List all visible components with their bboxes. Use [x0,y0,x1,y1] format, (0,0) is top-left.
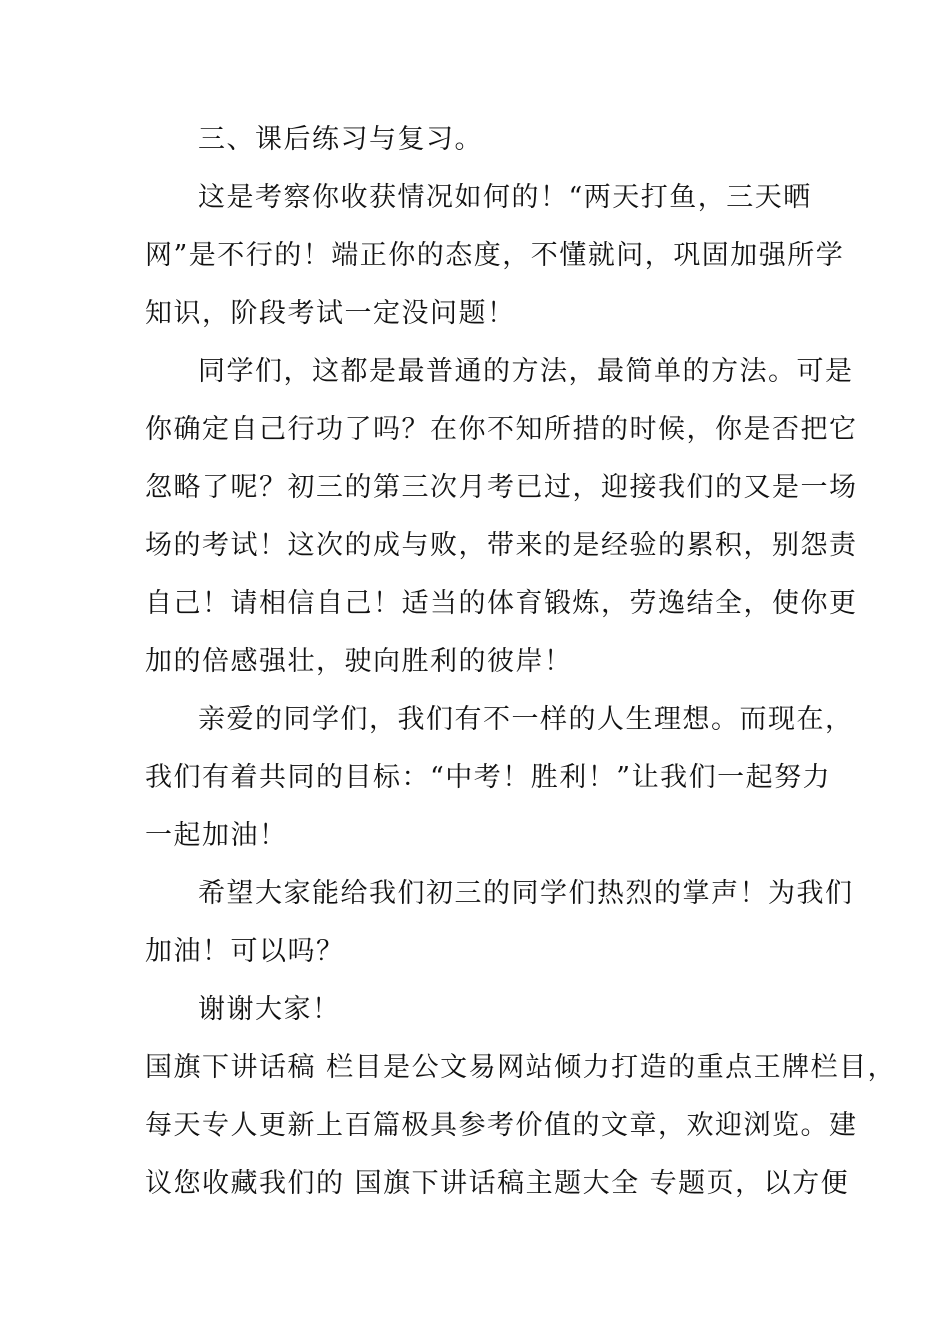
paragraph-line: 同学们，这都是最普通的方法，最简单的方法。可是 [198,356,854,387]
footer-line: 每天专人更新上百篇极具参考价值的文章，欢迎浏览。建 [145,1110,858,1141]
paragraph-line: 场的考试！这次的成与败，带来的是经验的累积，别怨责 [145,530,858,561]
paragraph-line: 加的倍感强壮，驶向胜利的彼岸！ [145,646,573,677]
paragraph-line: 网”是不行的！端正你的态度，不懂就问，巩固加强所学 [145,240,845,271]
paragraph-line: 自己！请相信自己！适当的体育锻炼，劳逸结全，使你更 [145,588,858,619]
footer-line: 议您收藏我们的 国旗下讲话稿主题大全 专题页，以方便 [145,1168,850,1199]
paragraph-line: 这是考察你收获情况如何的！“两天打鱼，三天晒 [198,182,812,213]
paragraph-line: 知识，阶段考试一定没问题！ [145,298,516,329]
paragraph-line: 你确定自己行功了吗？在你不知所措的时候，你是否把它 [145,414,858,445]
closing-line: 谢谢大家！ [198,994,341,1025]
paragraph-line: 亲爱的同学们，我们有不一样的人生理想。而现在， [198,704,854,735]
paragraph-line: 加油！可以吗？ [145,936,345,967]
paragraph-line: 我们有着共同的目标：“中考！胜利！”让我们一起努力 [145,762,832,793]
paragraph-line: 一起加油！ [145,820,288,851]
footer-line: 国旗下讲话稿 栏目是公文易网站倾力打造的重点王牌栏目， [145,1052,897,1083]
paragraph-line: 希望大家能给我们初三的同学们热烈的掌声！为我们 [198,878,854,909]
paragraph-line: 忽略了呢？初三的第三次月考已过，迎接我们的又是一场 [145,472,858,503]
section-heading: 三、课后练习与复习。 [198,124,483,155]
